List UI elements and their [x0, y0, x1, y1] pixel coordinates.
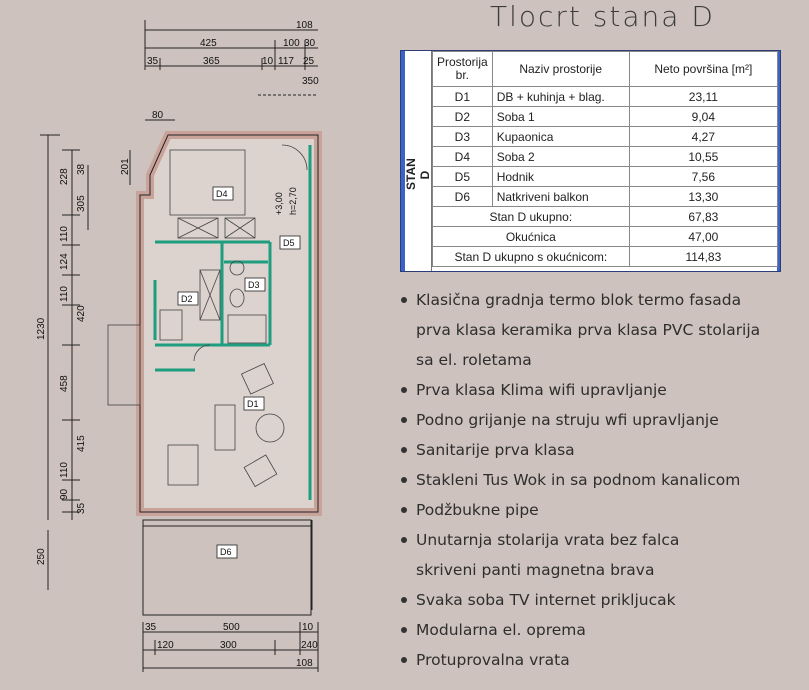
- dim-left-38: 38: [76, 163, 87, 175]
- list-item: Sanitarije prva klasa: [398, 435, 760, 465]
- room-no: D4: [433, 147, 493, 167]
- room-no: D6: [433, 187, 493, 207]
- list-item: skriveni panti magnetna brava: [416, 561, 655, 579]
- total-row: [433, 207, 778, 227]
- room-name: Soba 2: [492, 147, 629, 167]
- header-room-no: Prostorija br.: [433, 52, 493, 87]
- dim-left-458: 458: [59, 375, 70, 392]
- dim-top-108: 108: [296, 20, 313, 31]
- dim-left-90: 90: [59, 488, 70, 500]
- room-area: 13,30: [629, 187, 777, 207]
- stan-label: STAN D: [404, 158, 432, 190]
- table-row: [433, 87, 778, 107]
- grand-total-row: [433, 247, 778, 267]
- dim-left-110c: 110: [59, 462, 70, 478]
- dim-bottom-500: 500: [223, 622, 240, 633]
- room-name: DB + kuhinja + blag.: [492, 87, 629, 107]
- room-area: 10,55: [629, 147, 777, 167]
- table-side-label: [401, 51, 432, 271]
- table-row: [433, 107, 778, 127]
- dim-top-30: 30: [304, 38, 316, 49]
- dim-top-365: 365: [203, 56, 220, 67]
- garden-value: 47,00: [629, 227, 777, 247]
- height-note-level: +3,00: [274, 192, 284, 215]
- room-no: D2: [433, 107, 493, 127]
- grand-total-value: 114,83: [629, 247, 777, 267]
- list-item: Unutarnja stolarija vrata bez falca: [398, 525, 760, 555]
- room-label-d1: D1: [247, 399, 259, 409]
- room-label-d5: D5: [283, 238, 295, 248]
- dim-left-228: 228: [59, 168, 70, 185]
- room-name: Soba 1: [492, 107, 629, 127]
- dim-top-35: 35: [147, 56, 159, 67]
- list-item: Stakleni Tus Wok in sa podnom kanalicom: [398, 465, 760, 495]
- garden-label: Okućnica: [433, 227, 630, 247]
- list-item: Protuprovalna vrata: [398, 645, 760, 675]
- dim-bottom-120: 120: [157, 640, 174, 651]
- balcony: [143, 520, 312, 615]
- room-no: D3: [433, 127, 493, 147]
- total-label: Stan D ukupno:: [433, 207, 630, 227]
- room-name: Kupaonica: [492, 127, 629, 147]
- table-row: [433, 127, 778, 147]
- dim-top-100: 100: [283, 38, 300, 49]
- dim-bottom-108: 108: [296, 658, 313, 669]
- dim-bottom-10: 10: [302, 622, 314, 633]
- dim-left-305: 305: [76, 195, 87, 212]
- room-label-d6: D6: [220, 547, 232, 557]
- list-item: Klasična gradnja termo blok termo fasada: [398, 285, 760, 315]
- grand-total-label: Stan D ukupno s okućnicom:: [433, 247, 630, 267]
- garden-row: [433, 227, 778, 247]
- room-area: 23,11: [629, 87, 777, 107]
- header-room-name: Naziv prostorije: [492, 52, 629, 87]
- dim-bottom-300: 300: [220, 640, 237, 651]
- top-dimensions: [145, 20, 318, 120]
- list-item: Svaka soba TV internet prikljucak: [398, 585, 760, 615]
- dim-top-425: 425: [200, 38, 217, 49]
- dim-left-420: 420: [76, 305, 87, 322]
- dim-left-1230: 1230: [36, 317, 47, 340]
- list-item: Prva klasa Klima wifi upravljanje: [398, 375, 760, 405]
- total-value: 67,83: [629, 207, 777, 227]
- dim-left-415: 415: [76, 435, 87, 452]
- dim-top-10: 10: [262, 56, 274, 67]
- room-name: Natkriveni balkon: [492, 187, 629, 207]
- room-area: 7,56: [629, 167, 777, 187]
- page-title: Tlocrt stana D: [490, 0, 715, 33]
- list-item: Modularna el. oprema: [398, 615, 760, 645]
- floor-plan: [0, 0, 395, 690]
- list-item: sa el. roletama: [416, 351, 532, 369]
- room-no: D1: [433, 87, 493, 107]
- dim-bottom-240: 240: [301, 640, 318, 651]
- dim-left-35: 35: [76, 502, 87, 514]
- dim-top-80: 80: [152, 110, 164, 121]
- table-header: [433, 52, 778, 87]
- dim-left-110a: 110: [59, 226, 70, 242]
- header-area: Neto površina [m²]: [629, 52, 777, 87]
- dim-top-117: 117: [278, 56, 294, 67]
- table-row: [433, 167, 778, 187]
- features-list: [398, 285, 760, 675]
- dim-left-250: 250: [36, 548, 47, 565]
- room-label-d2: D2: [181, 294, 193, 304]
- room-no: D5: [433, 167, 493, 187]
- dim-top-350: 350: [302, 76, 319, 87]
- height-note-ceiling: h=2,70: [288, 187, 298, 215]
- list-item: Podžbukne pipe: [398, 495, 760, 525]
- dim-bottom-35: 35: [145, 622, 157, 633]
- room-area: 4,27: [629, 127, 777, 147]
- dim-left-110b: 110: [59, 286, 70, 302]
- table-row: [433, 147, 778, 167]
- room-area: 9,04: [629, 107, 777, 127]
- room-label-d3: D3: [248, 280, 260, 290]
- table-row: [433, 187, 778, 207]
- dim-left-201: 201: [120, 158, 131, 175]
- dim-top-25: 25: [303, 56, 315, 67]
- room-area-table: [400, 50, 781, 272]
- list-item: Podno grijanje na struju wfi upravljanje: [398, 405, 760, 435]
- room-name: Hodnik: [492, 167, 629, 187]
- list-item: prva klasa keramika prva klasa PVC stolarija: [416, 321, 761, 339]
- rooms-table: [432, 51, 778, 267]
- room-label-d4: D4: [216, 189, 228, 199]
- dim-left-124: 124: [59, 253, 70, 270]
